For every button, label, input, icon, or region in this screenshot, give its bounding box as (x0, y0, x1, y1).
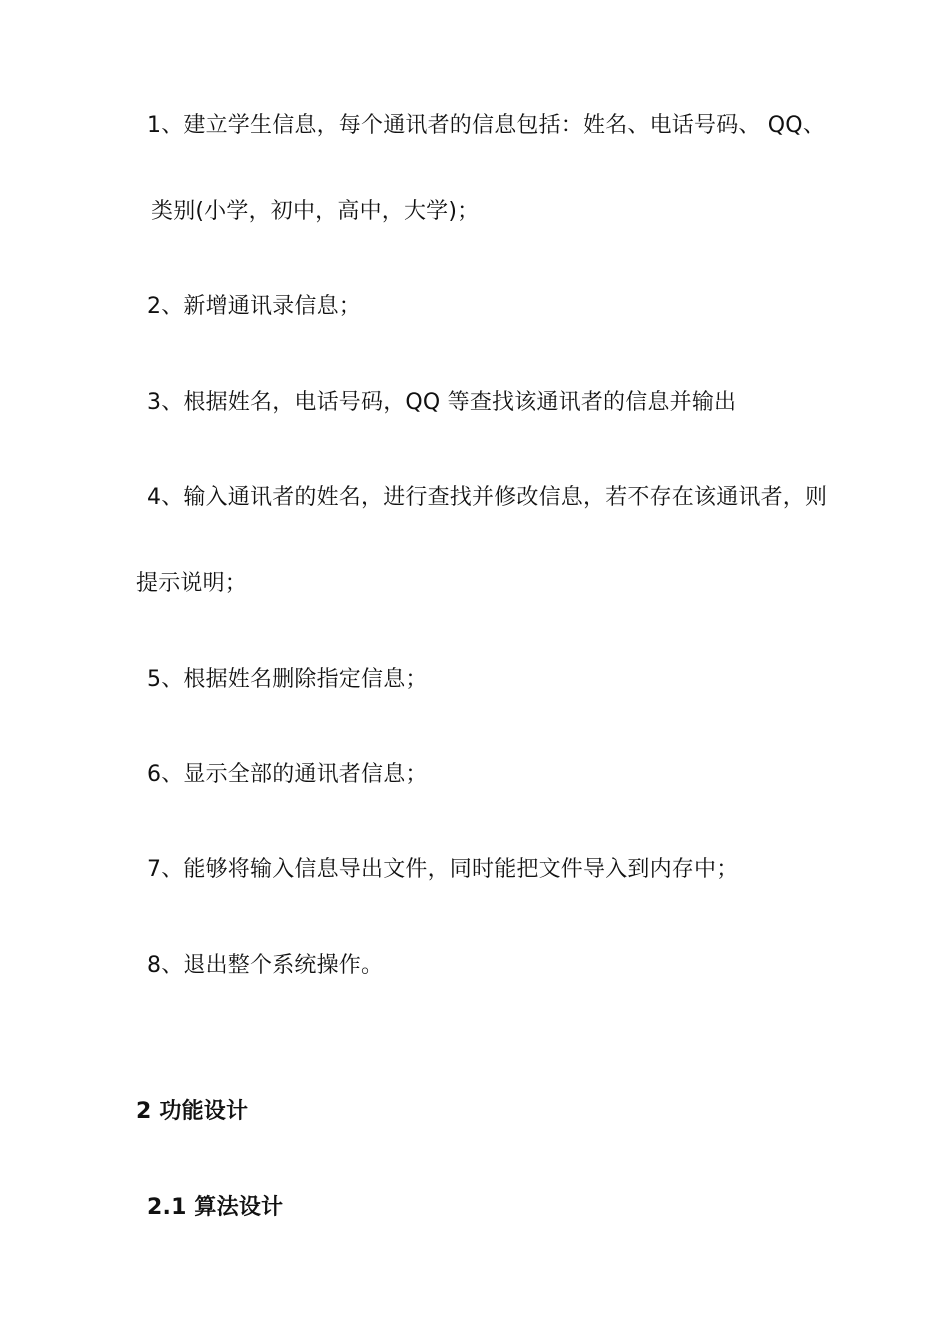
requirement-7: 7、能够将输入信息导出文件，同时能把文件导入到内存中； (147, 857, 739, 882)
requirement-6: 6、显示全部的通讯者信息； (147, 762, 428, 787)
requirement-3: 3、根据姓名，电话号码，QQ 等查找该通讯者的信息并输出 (147, 390, 737, 415)
requirement-2: 2、新增通讯录信息； (147, 294, 361, 319)
requirement-1-continued: 类别(小学，初中，高中，大学)； (151, 199, 480, 224)
subsection-heading: 2.1 算法设计 (147, 1195, 284, 1220)
requirement-4: 4、输入通讯者的姓名，进行查找并修改信息，若不存在该通讯者，则 (147, 485, 828, 510)
requirement-4-continued: 提示说明； (136, 571, 248, 596)
requirement-5: 5、根据姓名删除指定信息； (147, 667, 428, 692)
requirement-8: 8、退出整个系统操作。 (147, 953, 384, 978)
requirement-1: 1、建立学生信息，每个通讯者的信息包括：姓名、电话号码、 QQ、 (147, 113, 826, 138)
section-heading: 2 功能设计 (136, 1099, 249, 1124)
